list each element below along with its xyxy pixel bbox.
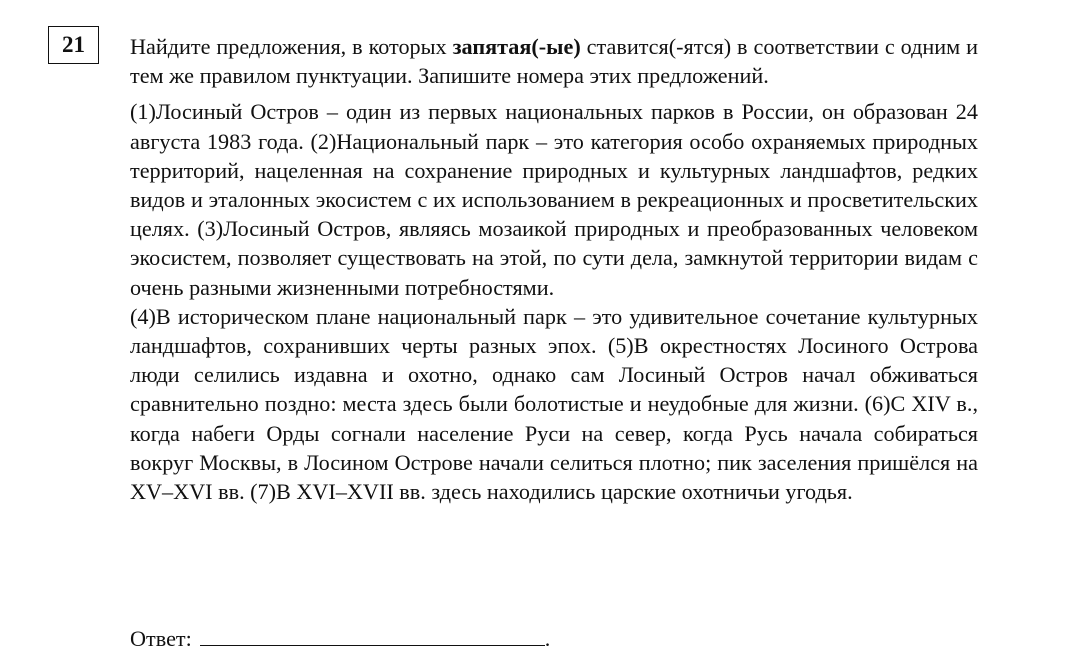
text-paragraph-2: (4)В историческом плане национальный парк – это удивительное сочетание культурных ландшафтов, сохранивших черты разных эпох. (5)В окрестностях Лосиного Острова люди селились издавна и охотно, однако сам Лосиный Остров начал обживаться сравнительно поздно: места здесь были болотистые и неудобные для жизни. (6)С XIV в., когда набеги Орды согнали население Руси на север, когда Русь начала собираться вокруг Москвы, в Лосином Острове начали селиться плотно; пик заселения пришёлся на XV–XVI вв. (7)В XVI–XVII вв. здесь находились царские охотничьи угодья.: [130, 303, 978, 505]
task-number: 21: [62, 32, 85, 57]
task-number-box: [48, 26, 99, 64]
text-paragraph-1: (1)Лосиный Остров – один из первых национальных парков в России, он образован 24 августа 1983 года. (2)Национальный парк – это категория особо охраняемых природных территорий, нацеленная на сохранение природных и культурных ландшафтов, редких видов и эталонных экосистем с их использованием в рекреационных и просветительских целях. (3)Лосиный Остров, являясь мозаикой природных и преобразованных человеком экосистем, позволяет существовать на этой, по сути дела, замкнутой территории видам с очень разными жизненными потребностями.: [130, 99, 978, 300]
task-content: [130, 32, 978, 506]
task-instruction: [130, 32, 978, 90]
answer-end-mark: .: [544, 626, 551, 651]
answer-row: [130, 623, 550, 653]
instruction-text-end: ставится(-ятся) в соответствии с одним и тем же правилом пунктуации. Запишите номера этих предложений.: [130, 34, 978, 89]
answer-blank-line[interactable]: [200, 623, 545, 646]
instruction-bold-term: запятая(-ые): [452, 34, 581, 59]
answer-label: Ответ:: [130, 626, 192, 651]
instruction-text-start: Найдите предложения, в которых: [130, 34, 453, 59]
